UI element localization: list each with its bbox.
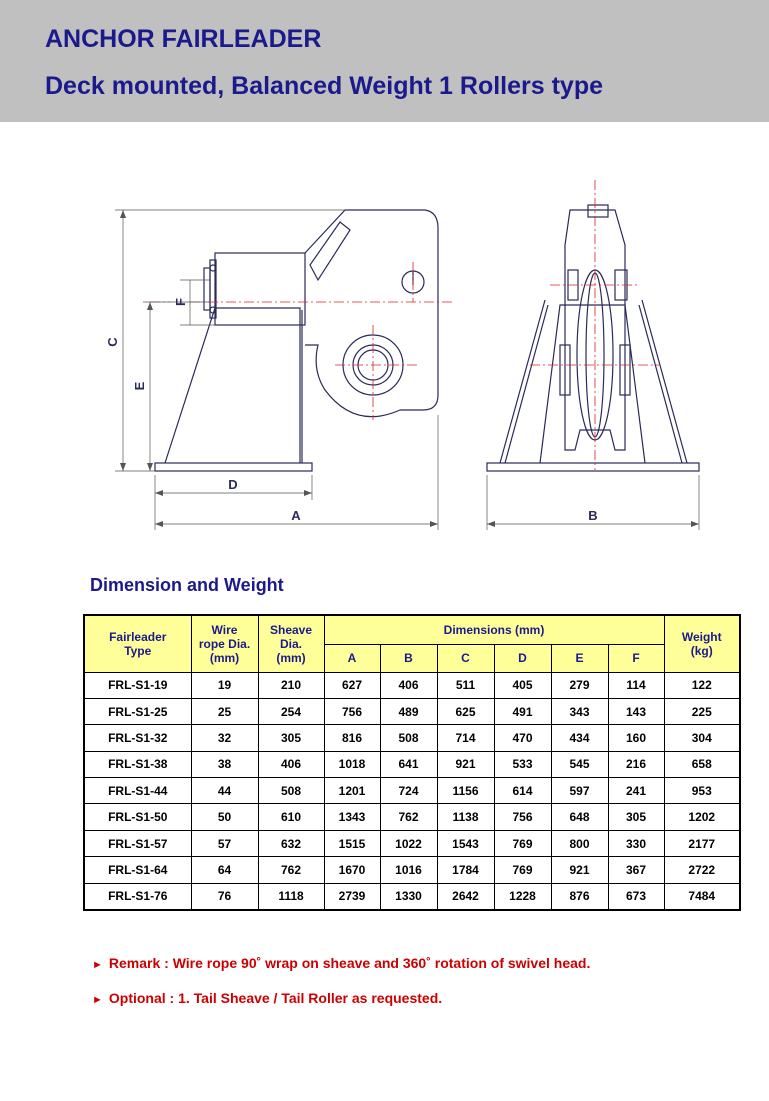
remark-note: ► Remark : Wire rope 90˚ wrap on sheave and 360˚ rotation of swivel head. (92, 955, 591, 971)
table-cell: 330 (608, 830, 664, 856)
table-cell: 1016 (380, 857, 437, 883)
table-cell: 405 (494, 672, 551, 698)
table-cell: 610 (258, 804, 324, 830)
table-cell-type: FRL-S1-44 (84, 778, 191, 804)
table-cell: 627 (324, 672, 380, 698)
table-row (84, 804, 740, 830)
table-cell: 921 (551, 857, 608, 883)
table-cell: 32 (191, 725, 258, 751)
table-cell: 38 (191, 751, 258, 777)
optional-note: ► Optional : 1. Tail Sheave / Tail Roller as requested. (92, 990, 443, 1006)
table-cell-type: FRL-S1-19 (84, 672, 191, 698)
table-cell: 367 (608, 857, 664, 883)
table-cell: 2642 (437, 883, 494, 910)
page-subtitle: Deck mounted, Balanced Weight 1 Rollers type (45, 72, 604, 100)
table-cell: 876 (551, 883, 608, 910)
table-cell: 279 (551, 672, 608, 698)
table-cell: 1156 (437, 778, 494, 804)
table-cell-type: FRL-S1-64 (84, 857, 191, 883)
table-cell: 241 (608, 778, 664, 804)
table-cell: 160 (608, 725, 664, 751)
header-weight: Weight (kg) (664, 615, 740, 672)
table-cell: 1343 (324, 804, 380, 830)
dim-label-f: F (173, 298, 188, 306)
table-cell: 533 (494, 751, 551, 777)
table-cell: 1784 (437, 857, 494, 883)
table-row (84, 751, 740, 777)
table-cell: 254 (258, 698, 324, 724)
dim-label-b: B (588, 508, 598, 523)
table-cell: 225 (664, 698, 740, 724)
table-cell: 658 (664, 751, 740, 777)
table-cell: 756 (494, 804, 551, 830)
table-cell: 769 (494, 857, 551, 883)
section-title: Dimension and Weight (90, 575, 284, 595)
table-cell: 756 (324, 698, 380, 724)
table-cell: 508 (258, 778, 324, 804)
dimension-table (83, 614, 741, 911)
table-cell: 7484 (664, 883, 740, 910)
table-cell: 143 (608, 698, 664, 724)
header-wire: Wire rope Dia. (mm) (191, 615, 258, 672)
header-dim-e: E (551, 644, 608, 672)
dim-label-c: C (105, 337, 120, 347)
table-row (84, 830, 740, 856)
dim-label-d: D (228, 477, 238, 492)
table-cell: 953 (664, 778, 740, 804)
table-cell: 1670 (324, 857, 380, 883)
header-dim-a: A (324, 644, 380, 672)
table-cell: 1138 (437, 804, 494, 830)
table-cell: 714 (437, 725, 494, 751)
table-cell: 44 (191, 778, 258, 804)
table-cell: 1515 (324, 830, 380, 856)
table-cell: 304 (664, 725, 740, 751)
page-title: ANCHOR FAIRLEADER (45, 25, 322, 53)
header-dimensions: Dimensions (mm) (324, 615, 664, 644)
table-cell: 1118 (258, 883, 324, 910)
table-cell: 724 (380, 778, 437, 804)
table-cell: 2722 (664, 857, 740, 883)
table-cell: 76 (191, 883, 258, 910)
table-cell-type: FRL-S1-38 (84, 751, 191, 777)
table-cell: 1202 (664, 804, 740, 830)
table-cell: 25 (191, 698, 258, 724)
side-base-plate (155, 463, 312, 471)
table-cell: 406 (258, 751, 324, 777)
table-cell: 1201 (324, 778, 380, 804)
front-base-plate (487, 463, 699, 471)
table-cell: 769 (494, 830, 551, 856)
table-cell: 1022 (380, 830, 437, 856)
table-cell: 762 (258, 857, 324, 883)
table-cell: 2739 (324, 883, 380, 910)
dim-label-e: E (132, 381, 147, 391)
table-cell-type: FRL-S1-50 (84, 804, 191, 830)
table-cell: 114 (608, 672, 664, 698)
header-type: Fairleader Type (84, 615, 191, 672)
header-dim-f: F (608, 644, 664, 672)
table-cell: 614 (494, 778, 551, 804)
table-cell: 508 (380, 725, 437, 751)
table-cell: 57 (191, 830, 258, 856)
table-cell-type: FRL-S1-32 (84, 725, 191, 751)
table-row (84, 778, 740, 804)
table-cell: 921 (437, 751, 494, 777)
table-cell: 122 (664, 672, 740, 698)
table-cell: 2177 (664, 830, 740, 856)
table-cell: 800 (551, 830, 608, 856)
table-cell: 406 (380, 672, 437, 698)
table-cell: 597 (551, 778, 608, 804)
table-row (84, 672, 740, 698)
table-cell: 816 (324, 725, 380, 751)
table-cell: 762 (380, 804, 437, 830)
table-cell: 1228 (494, 883, 551, 910)
table-cell: 216 (608, 751, 664, 777)
table-cell: 50 (191, 804, 258, 830)
table-cell: 632 (258, 830, 324, 856)
table-cell: 343 (551, 698, 608, 724)
arrow-right-icon: ► (92, 994, 103, 1006)
table-cell: 210 (258, 672, 324, 698)
table-cell: 19 (191, 672, 258, 698)
table-cell: 305 (258, 725, 324, 751)
side-pedestal (165, 308, 300, 463)
side-balanced-body (305, 210, 438, 417)
table-cell: 489 (380, 698, 437, 724)
table-cell: 491 (494, 698, 551, 724)
table-cell-type: FRL-S1-76 (84, 883, 191, 910)
table-cell: 648 (551, 804, 608, 830)
table-cell: 470 (494, 725, 551, 751)
table-cell: 511 (437, 672, 494, 698)
header-dim-b: B (380, 644, 437, 672)
table-cell: 1543 (437, 830, 494, 856)
table-cell: 1018 (324, 751, 380, 777)
arrow-right-icon: ► (92, 959, 103, 971)
table-cell: 673 (608, 883, 664, 910)
technical-drawing (0, 122, 769, 542)
header-banner (0, 0, 769, 122)
table-cell-type: FRL-S1-25 (84, 698, 191, 724)
table-cell: 305 (608, 804, 664, 830)
table-cell: 1330 (380, 883, 437, 910)
table-cell: 64 (191, 857, 258, 883)
header-sheave: Sheave Dia. (mm) (258, 615, 324, 672)
table-row (84, 725, 740, 751)
table-cell: 625 (437, 698, 494, 724)
table-cell: 545 (551, 751, 608, 777)
header-dim-d: D (494, 644, 551, 672)
table-cell-type: FRL-S1-57 (84, 830, 191, 856)
dim-label-a: A (291, 508, 301, 523)
table-row (84, 698, 740, 724)
header-dim-c: C (437, 644, 494, 672)
table-row (84, 883, 740, 910)
table-row (84, 857, 740, 883)
table-cell: 641 (380, 751, 437, 777)
table-cell: 434 (551, 725, 608, 751)
